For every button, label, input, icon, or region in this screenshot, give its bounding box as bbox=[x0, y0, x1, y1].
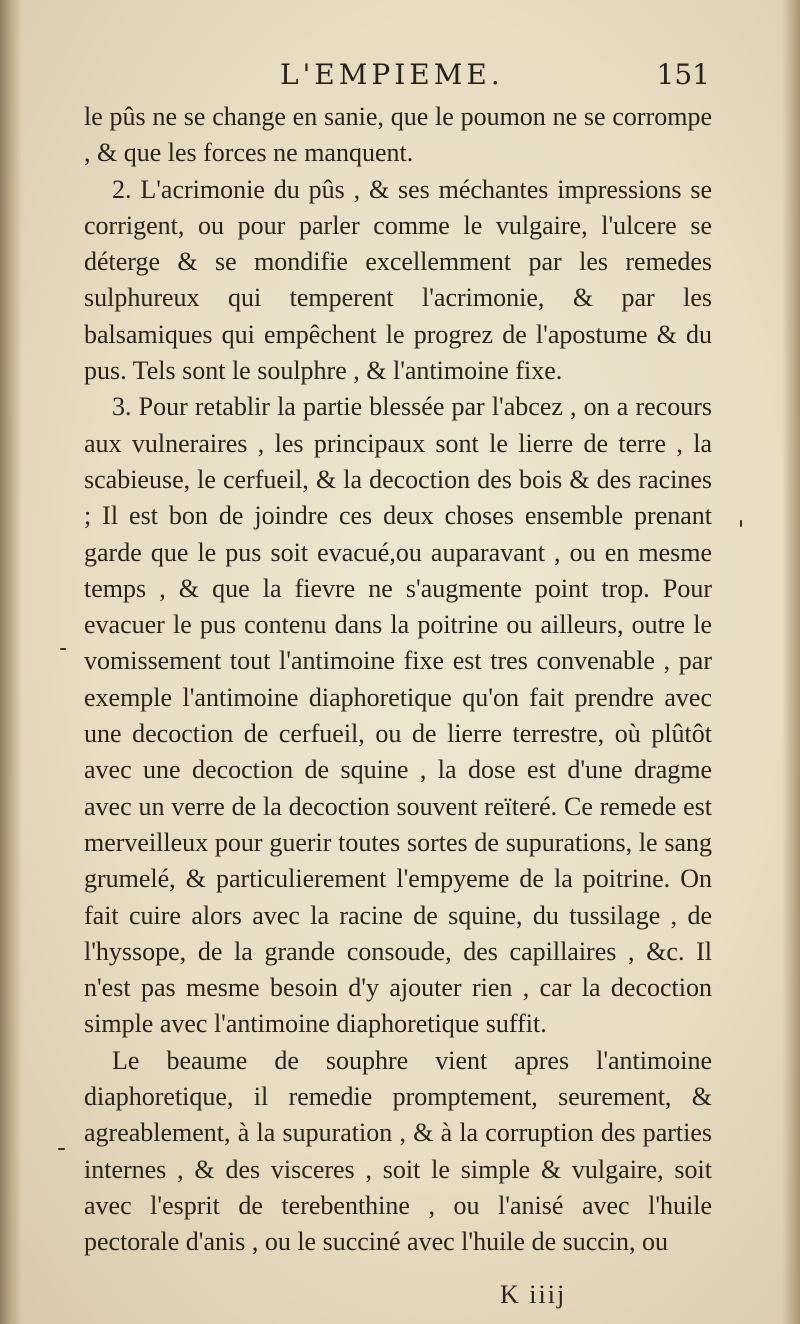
body-text bbox=[84, 99, 712, 1261]
page-header bbox=[90, 58, 710, 98]
page-gutter-shadow bbox=[0, 0, 22, 1324]
paragraph-4: Le beaume de souphre vient apres l'antimoine diaphoretique, il remedie promptement, seurement, & agreablement, à la supuration , & à la corruption des parties internes , & des visceres , soit le simple & vulgaire, soit avec l'esprit de terebenthine , ou l'anisé avec l'huile pectorale d'anis , ou le succiné avec l'huile de succin, ou bbox=[84, 1045, 712, 1257]
page-edge-shadow bbox=[782, 0, 800, 1324]
running-title: L'EMPIEME. bbox=[280, 58, 504, 91]
margin-mark-left-lower bbox=[58, 1148, 65, 1150]
paragraph-continuation: le pûs ne se change en sanie, que le poumon ne se corrompe , & que les forces ne manquent. bbox=[84, 102, 712, 168]
margin-mark-right bbox=[740, 520, 742, 527]
paragraph-3: 3. Pour retablir la partie blessée par l'abcez , on a recours aux vulneraires , les principaux sont le lierre de terre , la scabieuse, le cerfueil, & la decoction des bois & des racines ; Il est bon de joindre ces deux choses ensemble prenant garde que le pus soit evacué,ou auparavant , ou en mesme temps , & que la fievre ne s'augmente point trop. Pour evacuer le pus contenu dans la poitrine ou ailleurs, outre le vomissement tout l'antimoine fixe est tres convenable , par exemple l'antimoine diaphoretique qu'on fait prendre avec une decoction de cerfueil, ou de lierre terrestre, où plûtôt avec une decoction de squine , la dose est d'une dragme avec un verre de la decoction souvent reïteré. Ce remede est merveilleux pour guerir toutes sortes de supurations, le sang grumelé, & particulierement l'empyeme de la poitrine. On fait cuire alors avec la racine de squine, du tussilage , de l'hyssope, de la grande consoude, des capillaires , &c. Il n'est pas mesme besoin d'y ajouter rien , car la decoction simple avec l'antimoine diaphoretique suffit. bbox=[84, 392, 712, 1039]
paragraph-2: 2. L'acrimonie du pûs , & ses méchantes impressions se corrigent, ou pour parler comme le vulgaire, l'ulcere se déterge & se mondifie excellemment par les remedes sulphureux qui temperent l'acrimonie, & par les balsamiques qui empêchent le progrez de l'apostume & du pus. Tels sont le soulphre , & l'antimoine fixe. bbox=[84, 174, 712, 386]
page-number: 151 bbox=[656, 58, 710, 91]
margin-mark-left bbox=[60, 648, 66, 650]
signature-mark: K iiij bbox=[500, 1280, 567, 1309]
